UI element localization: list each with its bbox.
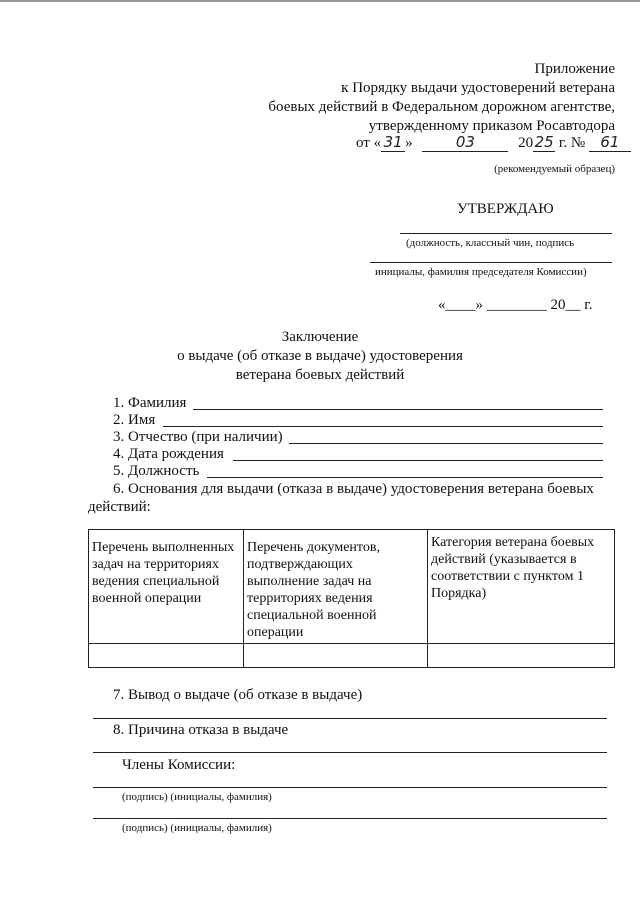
approval-caption-1: (должность, классный чин, подпись bbox=[406, 237, 575, 249]
field-birthdate-line[interactable] bbox=[233, 460, 603, 461]
member-1-signature-line[interactable] bbox=[93, 787, 607, 788]
approval-caption-2: инициалы, фамилия председателя Комиссии) bbox=[375, 266, 587, 278]
table-cell-category[interactable] bbox=[428, 644, 615, 668]
doc-title-line-2: о выдаче (об отказе в выдаче) удостоверения bbox=[177, 348, 463, 364]
field-surname-line[interactable] bbox=[193, 409, 603, 410]
order-day: 31 bbox=[381, 133, 405, 152]
field-name-line[interactable] bbox=[163, 426, 603, 427]
item-7-label: 7. Вывод о выдаче (об отказе в выдаче) bbox=[113, 687, 363, 703]
approval-signature-line bbox=[400, 233, 612, 234]
date-mid: » bbox=[405, 135, 413, 151]
header-appendix: Приложение bbox=[534, 61, 615, 77]
table-cell-tasks[interactable] bbox=[89, 644, 244, 668]
header-line-4: утвержденному приказом Росавтодора bbox=[368, 118, 615, 134]
member-2-caption: (подпись) (инициалы, фамилия) bbox=[122, 822, 272, 834]
field-position-label: 5. Должность bbox=[113, 463, 200, 479]
item-7-answer-line[interactable] bbox=[93, 718, 607, 719]
doc-title-line-3: ветерана боевых действий bbox=[235, 367, 405, 383]
table-header-category: Категория ветерана боевых действий (указывается в соответствии с пунктом 1 Порядка) bbox=[428, 530, 615, 644]
grounds-table-row bbox=[89, 644, 615, 668]
table-header-tasks: Перечень выполненных задач на территориях ведения специальной военной операции bbox=[89, 530, 244, 644]
page-top-edge bbox=[0, 0, 640, 2]
header-line-2: к Порядку выдачи удостоверений ветерана bbox=[341, 80, 615, 96]
approval-name-line bbox=[370, 262, 612, 263]
order-month: 03 bbox=[422, 133, 508, 152]
header-line-3: боевых действий в Федеральном дорожном агентстве, bbox=[268, 99, 615, 115]
order-year: 25 bbox=[534, 133, 554, 151]
member-2-signature-line[interactable] bbox=[93, 818, 607, 819]
doc-title-line-1: Заключение bbox=[281, 329, 359, 345]
number-label: г. № bbox=[558, 135, 586, 151]
field-patronymic-line[interactable] bbox=[289, 443, 603, 444]
table-header-documents: Перечень документов, подтверждающих выполнение задач на территориях ведения специальной военной операции bbox=[244, 530, 428, 644]
header-order-date bbox=[356, 133, 631, 152]
year-prefix: 20 bbox=[518, 135, 534, 151]
approval-title: УТВЕРЖДАЮ bbox=[457, 201, 554, 217]
approval-date: «____» ________ 20__ г. bbox=[438, 297, 593, 313]
item-6-line-1: 6. Основания для выдачи (отказа в выдаче) удостоверения ветерана боевых bbox=[113, 481, 594, 497]
grounds-table-header-row bbox=[89, 530, 615, 644]
order-number: 61 bbox=[589, 133, 631, 152]
field-patronymic-label: 3. Отчество (при наличии) bbox=[113, 429, 283, 445]
field-birthdate-label: 4. Дата рождения bbox=[113, 446, 224, 462]
field-surname-label: 1. Фамилия bbox=[113, 395, 187, 411]
date-prefix: от « bbox=[356, 135, 382, 151]
field-name-label: 2. Имя bbox=[113, 412, 156, 428]
member-1-caption: (подпись) (инициалы, фамилия) bbox=[122, 791, 272, 803]
item-8-answer-line[interactable] bbox=[93, 752, 607, 753]
table-cell-documents[interactable] bbox=[244, 644, 428, 668]
field-position-line[interactable] bbox=[207, 477, 603, 478]
members-label: Члены Комиссии: bbox=[122, 757, 236, 773]
sample-note: (рекомендуемый образец) bbox=[494, 163, 615, 175]
item-6-line-2: действий: bbox=[88, 499, 151, 515]
item-8-label: 8. Причина отказа в выдаче bbox=[113, 722, 289, 738]
grounds-table bbox=[88, 529, 615, 668]
